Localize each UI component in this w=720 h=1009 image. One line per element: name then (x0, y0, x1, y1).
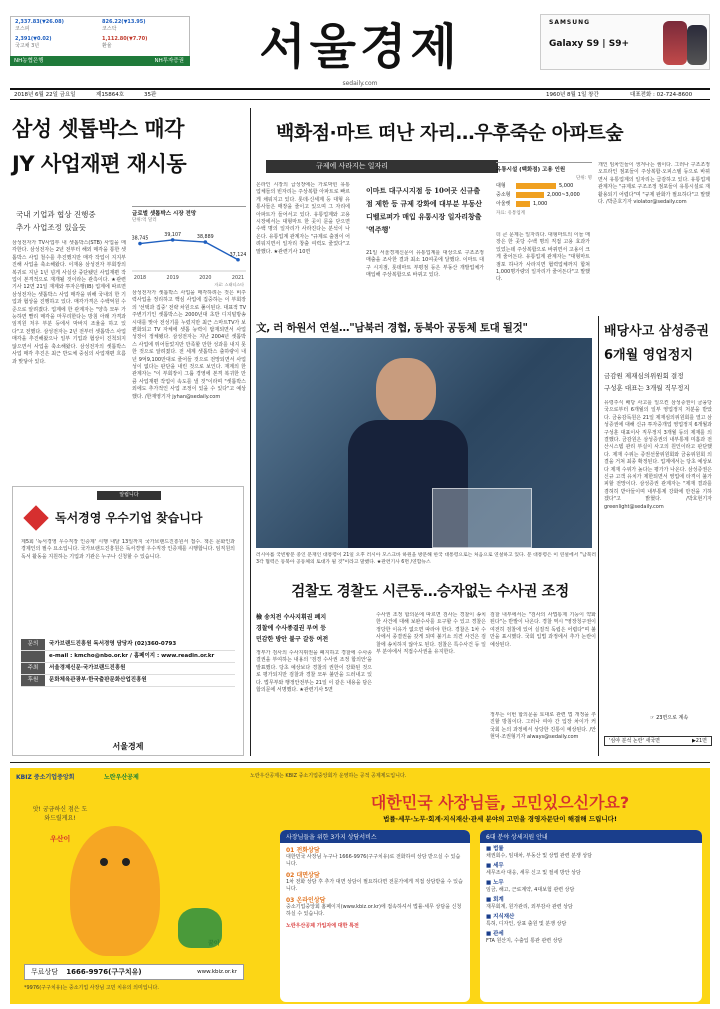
nh-sponsor-bar (10, 56, 190, 66)
chart-source: 자료: 스태티스타 (214, 282, 244, 287)
data-point (236, 258, 240, 262)
ad-headline: 대한민국 사장님들, 고민있으신가요? (370, 793, 630, 812)
chart-title: 글로벌 셋톱박스 시장 전망 (132, 211, 197, 217)
top-body-col3: 21일 서울경제신문이 유통업계를 대상으로 구조조정 매출을 조사한 결과 최소 10여곳에 달했다. 이마트 대구 시지점, 롯데마트 부평점 등은 부동산 개발업체가 매입해 주상복합으로 바뀌고 있다. (366, 250, 484, 279)
services-title: 사장님들을 위한 3가지 상담서비스 (280, 830, 470, 843)
field-item (486, 863, 696, 877)
right-subhead (604, 370, 714, 394)
right-promo-box (604, 736, 712, 746)
service-item (286, 872, 464, 893)
row-value: 5,000 (559, 182, 574, 189)
ad-sponsor: 서울경제 (112, 742, 144, 751)
field-item (486, 846, 696, 860)
table-unit: 단위: 명 (576, 176, 592, 181)
subhead-1: 檢 송치전 수사지휘권 폐지 (256, 614, 327, 621)
ad-info-rows (21, 639, 235, 687)
stb-chart-plot (132, 221, 246, 287)
info-key: 주최 (21, 663, 45, 674)
data-point (138, 242, 142, 246)
continued-note: ☞ 23면으로 계속 (650, 715, 689, 721)
field-item (486, 931, 696, 945)
umbrella-mascot (70, 826, 160, 956)
subhead-3: 민감한 방안 불구 갈등 여전 (256, 636, 329, 643)
kospi-value: 2,337.83(▼26.08) (15, 19, 64, 25)
field-title: ■ 지식재산 (486, 914, 515, 920)
phone-box (24, 964, 244, 980)
headline-line-2: JY 사업재편 재시동 (12, 152, 187, 176)
table-source: 자료: 유통업계 (496, 211, 526, 216)
phone-number: 대표전화 : 02-724-8600 (630, 92, 693, 98)
services-list (280, 847, 470, 918)
date: 2018년 6월 22일 금요일 (14, 92, 76, 98)
info-key: 문의 (21, 639, 45, 650)
table-row (496, 190, 592, 199)
ad-brand: SAMSUNG (549, 19, 591, 26)
field-title: ■ 관세 (486, 931, 504, 937)
headline-line-1: 배당사고 삼성증권 (604, 324, 709, 339)
podium (432, 488, 532, 548)
bottom-subhead (256, 612, 372, 645)
body-text: 재계의 한 관계자는 "이 부회장이 그룹 경영에 본격 복귀한 만큼 사업재편 작업이 속도를 낼 것"이라며 "셋톱박스 외에도 추가적인 사업 조정이 있을 수 있다"고 예상했다. /한재영기자 jyhan@sedaily.com (132, 364, 246, 400)
row-label: 아울렛 (496, 201, 511, 207)
field-desc: 세무조사 대응, 세무 신고 및 절세 방안 상담 (486, 870, 581, 876)
left-body-col2 (132, 290, 246, 476)
promo-page: ▶21면 (691, 738, 707, 744)
field-title: ■ 세무 (486, 863, 504, 869)
bottom-body-col4: 정부는 이번 합의문을 토대로 관련 법 개정을 추진할 방침이다. 그러나 여야 간 입장 차이가 커 국회 논의 과정에서 상당한 진통이 예상된다. /안현덕·조권형기자 always@sedaily.com (490, 712, 596, 741)
stb-chart (132, 206, 246, 288)
field-item (486, 897, 696, 911)
right-headline (604, 320, 714, 368)
info-key: 후원 (21, 675, 45, 686)
kospi-label: 코스피 (15, 26, 30, 32)
field-item (486, 880, 696, 894)
row-bar (516, 183, 556, 189)
field-desc: 채권회수, 임대차, 부동산 및 상법 관련 분쟁 상담 (486, 853, 593, 859)
member-benefit: 노란우산공제 가입자에 대한 특전 (286, 923, 359, 929)
info-value: 문화체육관광부·한국출판문화산업진흥원 (49, 677, 147, 683)
series-banner (266, 160, 498, 173)
mascot-eye (122, 858, 130, 866)
founded: 1960년 8월 1일 창간 (546, 92, 599, 98)
headline-line-2: 6개월 영업정지 (604, 348, 693, 363)
banner-text: 규제에 사라지는 일자리 (316, 162, 389, 170)
left-body-col1 (12, 240, 126, 476)
field-title: ■ 노무 (486, 880, 504, 886)
service-item (286, 897, 464, 918)
bottom-body-col1: 정부가 검사의 수사지휘권을 폐지하고 경찰에 수사종결권을 부여하는 내용의 '검경 수사권 조정 합의안'을 발표했다. 당초 예상보다 경찰의 권한이 강화된 것으로 평가되지만 검찰과 경찰 모두 불만을 드러내고 있다. 법무부와 행정안전부는 21일 이 같은 내용을 담은 합의문에 서명했다. ★관련기사 5면 (256, 650, 372, 694)
top-headline: 백화점·마트 떠난 자리…우후죽순 아파트숲 (276, 122, 624, 144)
row-label: 중소형 (496, 192, 511, 198)
tick-label: 2021 (231, 276, 245, 281)
employment-table (496, 162, 592, 230)
dateline (10, 88, 710, 100)
phone-image (687, 25, 707, 65)
body-text: 21일 재계와 투자은행(IB) 업계에 따르면 삼성전자는 셋톱박스 사업 매각을 위해 국내의 한 기업과 협상을 진행하고 있다. 매각가격은 수백억원 수준으로 알려졌다. 업계에 한 관계자는 "양측 모두 가능하면 빨리 매각을 마무리한다는 방침 아래 가격과 임직원 처우 부분 등에서 막바지 조율을 하고 있다"고 전했다. 삼성전자는 2년 전부터 셋톱박스 사업 매각을 추진해왔으나 일부 기업과 협상이 진척되지 않으면서 사업을 축소해왔다. 삼성전자의 셋톱박스 사업 매각 추진은 최근 반도체 중심의 사업재편 흐름과 맞닿아 있다. (12, 284, 126, 365)
bottom-body-col3: 검찰 내부에서는 "검사의 사법통제 기능이 약화된다"는 반발이 나온다. 경찰 역시 "영장청구권이 여전히 검찰에 있어 실질적 독립은 어렵다"며 불만을 표시했다. 국회 입법 과정에서 추가 논란이 예상된다. (490, 612, 596, 648)
masthead-site: sedaily.com (342, 80, 378, 87)
fields-panel (480, 830, 702, 1002)
data-label: 37,124 (229, 252, 246, 258)
info-row (21, 663, 235, 675)
row-bar (516, 201, 530, 207)
chart-unit: 단위:억 달러 (132, 218, 157, 223)
row-value: 2,000~3,000 (547, 191, 580, 198)
top-body-col5: 개인 임차인들이 생겨나는 셈이다. 그러나 구조조정 오프라인 점포들이 주상복합·오피스텔 등으로 바뀌면서 유통업계의 일자리는 급감하고 있다. 유통업계 관계자는 "규제로 구조조정 점포들이 유통시설로 재활용되기 어렵다"며 "규제 완화가 필요하다"고 말했다. /박준호기자 violator@sedaily.com (598, 162, 710, 206)
nh-bank: NH농협은행 (14, 58, 44, 64)
kbiz-ad (10, 768, 710, 1004)
ad-model: Galaxy S9 | S9+ (549, 39, 630, 49)
tick-label: 2018 (133, 276, 147, 281)
row-label: 대형 (496, 183, 506, 189)
info-row (21, 651, 235, 663)
top-pull-quote: 이마트 대구시지점 등 10여곳 신규출점 제한 등 규제 강화에 대부분 부동산 디벨로퍼가 매입 유통시장 일자리창출 '역주행' (366, 186, 483, 234)
bond-value: 2,391(▼0.02) (15, 36, 52, 42)
data-label: 39,107 (164, 232, 182, 238)
left-subhead (16, 208, 128, 234)
ad-title: 독서경영 우수기업 찾습니다 (55, 511, 203, 525)
ad-body: 제5회 '독서경영 우수직장 인증제' 시행 내달 13일까지 국가브랜드진흥원서 접수. 책은 문화인과 경제인의 필수 요소입니다. 국가브랜드진흥원은 독서경영 우수직장 인증제를 시행합니다. 임직원의 독서 활동을 지원하는 기업과 기관은 누구나 신청할 수 있습니다. (21, 539, 235, 560)
subhead-1: 국내 기업과 협상 진행중 (16, 210, 96, 219)
reading-ad (12, 486, 244, 756)
left-headline (12, 116, 244, 178)
data-point (204, 240, 208, 244)
mascot-speech: 앗! 궁금하신 점은 도와드릴게요! (32, 806, 88, 822)
series-line (140, 240, 238, 260)
info-value: e-mail : kmcho@nbo.or.kr / 홈페이지 : www.readin.or.kr (49, 653, 215, 659)
notice-label: 알립니다 (97, 491, 161, 500)
table-row (496, 181, 592, 190)
mascot-eye (100, 858, 108, 866)
photo-headline: 文, 러 하원서 연설…"남북러 경협, 동북아 공동체 토대 될것" (256, 322, 528, 334)
umbrella-logo: 노란우산공제 (104, 774, 139, 781)
service-desc: 중소기업중앙회 홈페이지(www.kbiz.or.kr)에 접속하셔서 법률·세무 상담을 신청하실 수 있습니다. (286, 904, 462, 917)
field-desc: 임금, 해고, 근로계약, 4대보험 관련 상담 (486, 887, 575, 893)
subhead-1: 금감원 제재심의위원회 결정 (604, 372, 684, 380)
nh-securities: NH투자증권 (154, 58, 184, 64)
body-text: 삼성전자가 TV사업부 내 셋톱박스(STB) 사업을 매각한다. 삼성전자는 2년 전부터 해외 매각을 통한 셋톱박스 사업 철수를 추진했지만 매각 작업이 지지부진해 사업을 축소해왔다. 이재용 삼성전자 부회장의 복귀로 지난 1년 넘게 사실상 중단됐던 사업재편 작업이 본격적으로 재개될 것이라는 관측이다. ★관련기사 12면 (12, 240, 126, 291)
kbiz-logo: KBIZ 중소기업중앙회 (16, 774, 75, 781)
bond-label: 국고채 3년 (15, 43, 40, 49)
subhead-2: 경찰에 수사종결권 부여 등 (256, 625, 327, 632)
column-rule (598, 316, 599, 756)
samsung-ad (540, 14, 710, 70)
ad-subline: 법률·세무·노무·회계·지식재산·관세 분야의 고민을 경영자문단이 해결해 드립니다! (383, 815, 617, 823)
right-body: 유령주식 배당 사고를 일으킨 삼성증권이 금융당국으로부터 6개월의 일부 영업정지 처분을 받았다. 금융감독원은 21일 제재심의위원회를 열고 삼성증권에 대해 신규 투자중개업 영업정지 6개월과 구성훈 대표이사 직무정지 3개월 등의 제재를 의결했다. 금감원은 삼성증권의 내부통제 미흡과 전산시스템 관리 부실이 사고의 원인이라고 판단했다. 제재 수위는 증권선물위원회와 금융위원회 의결을 거쳐 최종 확정된다. 업계에서는 당초 예상보다 제재 수위가 높다는 평가가 나온다. 삼성증권은 신규 고객 유치가 제한되면서 영업에 타격이 불가피할 전망이다. 삼성증권 관계자는 "제재 결과를 겸허히 받아들이며 내부통제 강화에 만전을 기하겠다"고 밝혔다. /박호현기자 greenlight@sedaily.com (604, 400, 712, 510)
field-desc: 재무회계, 원가관리, 외부감사 관련 상담 (486, 904, 573, 910)
info-value: 국가브랜드진흥원 독서경영 담당자 (02)360-0793 (49, 641, 177, 647)
speaker-head (376, 358, 436, 424)
subhead-2: 추가 사업조정 있을듯 (16, 223, 86, 232)
fx-label: 환율 (102, 43, 112, 49)
fx-value: 1,112.80(▼7.70) (102, 36, 148, 42)
mascot-name: 우산이 (50, 835, 71, 843)
bottom-headline: 검찰도 경찰도 시큰둥…승자없는 수사권 조정 (291, 584, 569, 600)
section-rule (10, 762, 710, 763)
service-item (286, 847, 464, 868)
bottom-body-col2: 수사권 조정 합의문에 따르면 검사는 경찰이 송치한 사건에 대해 보완수사를 요구할 수 있고 경찰은 정당한 이유가 없으면 따라야 한다. 경찰은 1차 수사에서 종결권을 갖게 되며 불기소 의견 사건은 검찰에 송치하지 않아도 된다. 검찰은 특수사건 등 일부 분야에서 직접수사권을 유지한다. (376, 612, 486, 656)
info-row (21, 675, 235, 687)
issue-number: 제15864호 (96, 92, 125, 98)
phone-image (663, 21, 687, 65)
diamond-logo-icon (23, 505, 48, 530)
service-title: 01 전화상담 (286, 847, 320, 854)
table-rows (496, 181, 592, 208)
fields-list (480, 846, 702, 945)
field-title: ■ 법률 (486, 846, 504, 852)
field-title: ■ 회계 (486, 897, 504, 903)
column-rule (250, 108, 251, 756)
service-desc: 대한민국 사장님 누구나 1666-9976(구구치유)로 전화하여 상담 받으실 수 있습니다. (286, 854, 461, 867)
table-title: 유통시설 (백화점) 고용 인원 (496, 167, 566, 173)
table-row (496, 199, 592, 208)
fields-title: 6대 분야 상세지원 안내 (480, 830, 702, 843)
info-key (21, 651, 45, 662)
row-bar (516, 192, 544, 198)
mascot-2-name: 꿈이 (208, 940, 220, 947)
top-body-col1: 온라인 시장의 급성장에는 가로막힌 유통 업체들의 빈자리는 주상복합 아파트로 빠르게 채워지고 있다. 롯데·신세계 등 대형 유통사들은 매장을 줄이고 있으며 그 자리에 아파트가 들어서고 있다. 유통업계와 고용시장에서는 대형마트 한 곳이 문을 닫으면 수백 명의 일자리가 사라진다는 분석이 나온다. 유통업계 관계자는 "규제로 출점이 어려워지면서 일자리 창출 여력도 줄었다"고 말했다. ★관련기사 10면 (256, 182, 350, 255)
photo-caption: 러시아를 국빈방문 중인 문재인 대통령이 21일 오후 러시아 모스크바 하원을 방문해 한국 대통령으로는 처음으로 연설하고 있다. 문 대통령은 이 연설에서 "남북러 3각 협력은 동북아 공동체의 토대가 될 것"이라고 말했다. ★관련기사 6면 /연합뉴스 (256, 553, 596, 566)
body-text: 삼성전자가 셋톱박스 사업을 매각하려는 것은 비주력사업을 정리하고 핵심 사업에 집중하는 이 부회장의 '선택과 집중' 전략 차원으로 풀이된다. 대표적 TV 주변기기인 셋톱박스는 2000년대 초반 디지털방송 시대를 맞아 전성기를 누렸지만 최근 스마트TV가 보편화되고 TV 자체에 셋톱 능력이 탑재되면서 사업 성장이 정체됐다. 삼성전자는 지난 2004년 셋톱박스 사업에 뛰어들었지만 만족할 만한 성과를 내지 못한 것으로 알려졌다. 전 세계 셋톱박스 출하량이 내년 9억9,100만대로 줄어들 것으로 전망되면서 사업성이 없다는 판단을 내린 것으로 보인다. (132, 290, 246, 371)
data-point (171, 238, 175, 242)
service-desc: 1차 전화 상담 후 추가 대면 상담이 필요하다면 전문가에게 직접 상담받을 수 있습니다. (286, 879, 463, 892)
field-desc: 특허, 디자인, 상표 출원 및 분쟁 상담 (486, 921, 567, 927)
kosdaq-value: 826.22(▼13.95) (102, 19, 146, 25)
services-panel (280, 830, 470, 1002)
masthead-title: 서울경제 (259, 19, 461, 75)
kosdaq-label: 코스닥 (102, 26, 117, 32)
data-label: 38,889 (196, 235, 214, 241)
ad-note: 노란우산공제는 KBIZ 중소기업중앙회가 운영하는 공적 공제제도입니다. (250, 773, 407, 779)
ad-footnote: *9976(구구치유)는 중소기업 사장님 고민 치유의 의미입니다. (24, 985, 159, 991)
info-row (21, 639, 235, 651)
kbiz-website-link[interactable]: www.kbiz.or.kr (197, 969, 237, 975)
field-item (486, 914, 696, 928)
row-value: 1,000 (533, 200, 548, 207)
edition: 35판 (144, 92, 157, 98)
phone-number: 1666-9976(구구치유) (66, 968, 142, 976)
field-desc: FTA 원산지, 수출입 통관 관련 상담 (486, 938, 563, 944)
tick-label: 2019 (166, 276, 179, 281)
info-value: 서울경제신문·국가브랜드진흥원 (49, 665, 126, 671)
top-body-col4: 더 큰 문제는 일자리다. 대형마트의 이들 매장은 한 곳당 수백 명의 직접 고용 효과가 있었는데 주상복합으로 바뀌면서 고용이 크게 줄어든다. 유통업계 관계자는 "대형마트 점포 하나가 사라지면 협력업체까지 합쳐 1,000명가량의 일자리가 줄어든다"고 말했다. (496, 232, 590, 283)
subhead-2: 구성훈 대표는 3개월 직무정지 (604, 384, 690, 392)
photo-image (256, 338, 592, 548)
headline-line-1: 삼성 셋톱박스 매각 (12, 117, 184, 141)
phone-label: 무료상담 (31, 968, 59, 976)
promo-text: '심야 분석 논란' 새국면 (609, 738, 660, 744)
data-label: 38,745 (132, 236, 149, 242)
tick-label: 2020 (199, 276, 212, 281)
service-title: 03 온라인상담 (286, 897, 326, 904)
service-title: 02 대면상담 (286, 872, 320, 879)
